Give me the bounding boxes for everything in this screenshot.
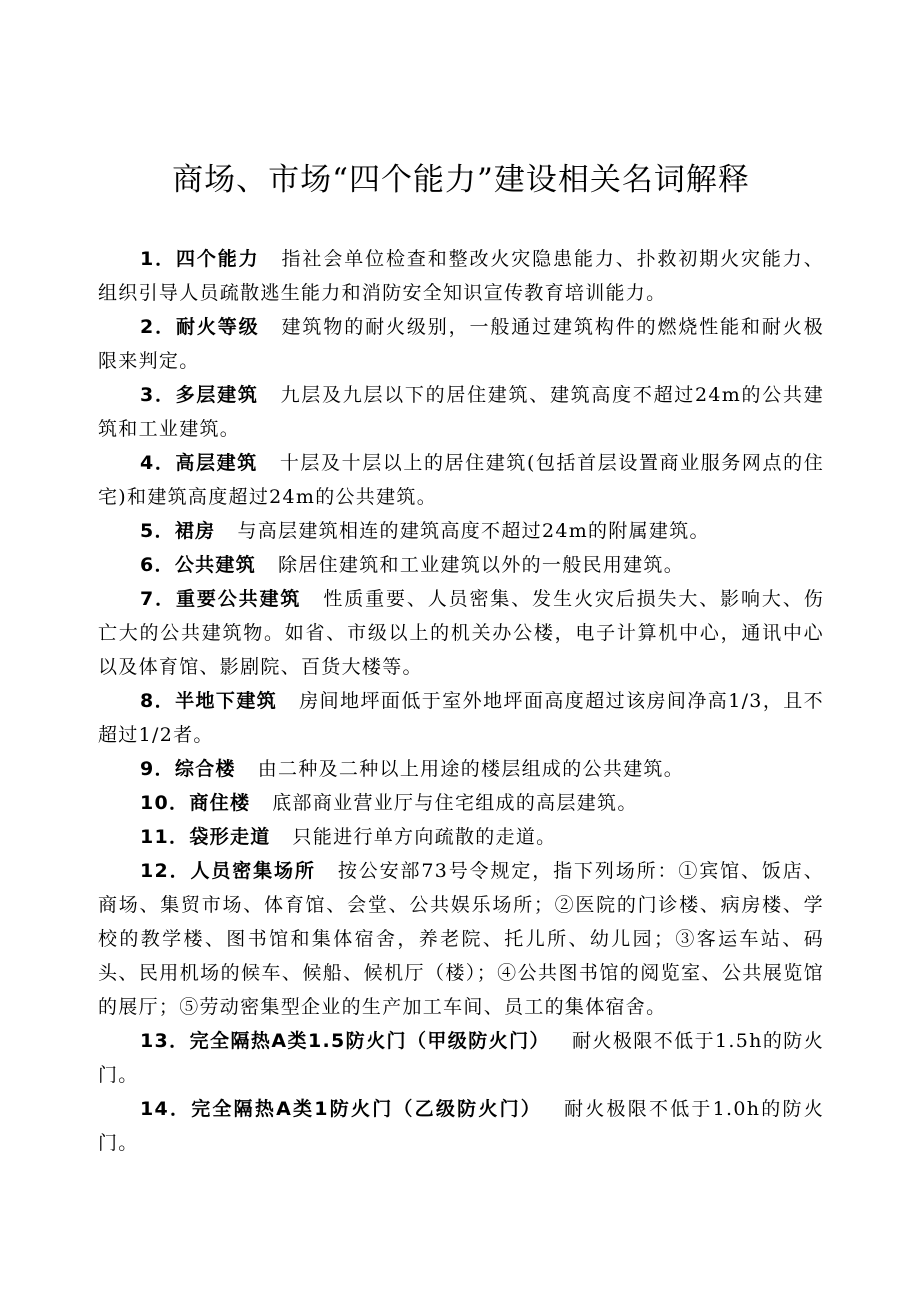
item-number: 8． <box>140 690 176 712</box>
item-number: 7． <box>140 588 176 610</box>
item-number: 13． <box>140 1030 190 1052</box>
item-definition: 耐火极限不低于1.0h的防火门。 <box>98 1098 825 1154</box>
item-term: 高层建筑 <box>175 452 258 474</box>
item-number: 11． <box>140 826 190 848</box>
item-definition: 除居住建筑和工业建筑以外的一般民用建筑。 <box>278 554 685 576</box>
item-definition: 指社会单位检查和整改火灾隐患能力、扑救初期火灾能力、组织引导人员疏散逃生能力和消防安全知识宣传教育培训能力。 <box>98 248 824 304</box>
glossary-item <box>98 446 824 514</box>
glossary-item <box>98 820 824 854</box>
glossary-item <box>98 854 824 1024</box>
item-term: 综合楼 <box>174 758 236 780</box>
item-term: 裙房 <box>174 520 216 542</box>
item-term: 袋形走道 <box>189 826 271 848</box>
document-title: 商场、市场“四个能力”建设相关名词解释 <box>172 162 750 198</box>
item-term: 完全隔热A类1防火门（乙级防火门） <box>191 1098 543 1120</box>
item-definition: 只能进行单方向疏散的走道。 <box>292 826 557 848</box>
item-number: 9． <box>140 758 175 780</box>
item-definition: 耐火极限不低于1.5h的防火门。 <box>98 1030 825 1086</box>
item-number: 6． <box>140 554 175 576</box>
glossary-item <box>98 786 824 820</box>
item-number: 10． <box>140 792 190 814</box>
item-definition: 底部商业营业厅与住宅组成的高层建筑。 <box>272 792 638 814</box>
item-term: 四个能力 <box>176 248 260 270</box>
item-definition: 房间地坪面低于室外地坪面高度超过该房间净高1/3，且不超过1/2者。 <box>98 690 824 746</box>
item-number: 4． <box>140 452 176 474</box>
glossary-item <box>98 242 824 310</box>
item-term: 人员密集场所 <box>190 860 316 882</box>
item-number: 14． <box>140 1098 192 1120</box>
glossary-item <box>98 378 824 446</box>
item-number: 1． <box>140 248 176 270</box>
item-term: 重要公共建筑 <box>176 588 302 610</box>
glossary-item <box>98 514 824 548</box>
item-definition: 十层及十层以上的居住建筑(包括首层设置商业服务网点的住宅)和建筑高度超过24m的公共建筑。 <box>98 452 825 508</box>
glossary-item <box>98 582 824 684</box>
glossary-item <box>98 1092 824 1160</box>
item-number: 12． <box>140 860 191 882</box>
item-definition: 与高层建筑相连的建筑高度不超过24m的附属建筑。 <box>237 520 710 542</box>
glossary-item <box>98 310 824 378</box>
glossary-item <box>98 752 824 786</box>
item-term: 半地下建筑 <box>175 690 278 712</box>
item-definition: 按公安部73号令规定，指下列场所：①宾馆、饭店、商场、集贸市场、体育馆、会堂、公共娱乐场所；②医院的门诊楼、病房楼、学校的教学楼、图书馆和集体宿舍，养老院、托儿所、幼儿园；③客运车站、码头、民用机场的候车、候船、候机厅（楼）；④公共图书馆的阅览室、公共展览馆的展厅；⑤劳动密集型企业的生产加工车间、员工的集体宿舍。 <box>98 860 824 1018</box>
item-term: 耐火等级 <box>176 316 260 338</box>
item-definition: 由二种及二种以上用途的楼层组成的公共建筑。 <box>257 758 685 780</box>
item-number: 3． <box>140 384 176 406</box>
item-definition: 性质重要、人员密集、发生火灾后损失大、影响大、伤亡大的公共建筑物。如省、市级以上的机关办公楼，电子计算机中心，通讯中心以及体育馆、影剧院、百货大楼等。 <box>98 588 825 678</box>
item-definition: 建筑物的耐火级别，一般通过建筑构件的燃烧性能和耐火极限来判定。 <box>98 316 824 372</box>
item-definition: 九层及九层以下的居住建筑、建筑高度不超过24m的公共建筑和工业建筑。 <box>98 384 824 440</box>
glossary-list <box>98 242 824 1160</box>
item-number: 5． <box>140 520 175 542</box>
item-term: 完全隔热A类1.5防火门（甲级防火门） <box>189 1030 550 1052</box>
item-number: 2． <box>140 316 176 338</box>
item-term: 多层建筑 <box>175 384 259 406</box>
glossary-item <box>98 1024 824 1092</box>
glossary-item <box>98 548 824 582</box>
item-term: 商住楼 <box>189 792 251 814</box>
glossary-item <box>98 684 824 752</box>
item-term: 公共建筑 <box>174 554 257 576</box>
